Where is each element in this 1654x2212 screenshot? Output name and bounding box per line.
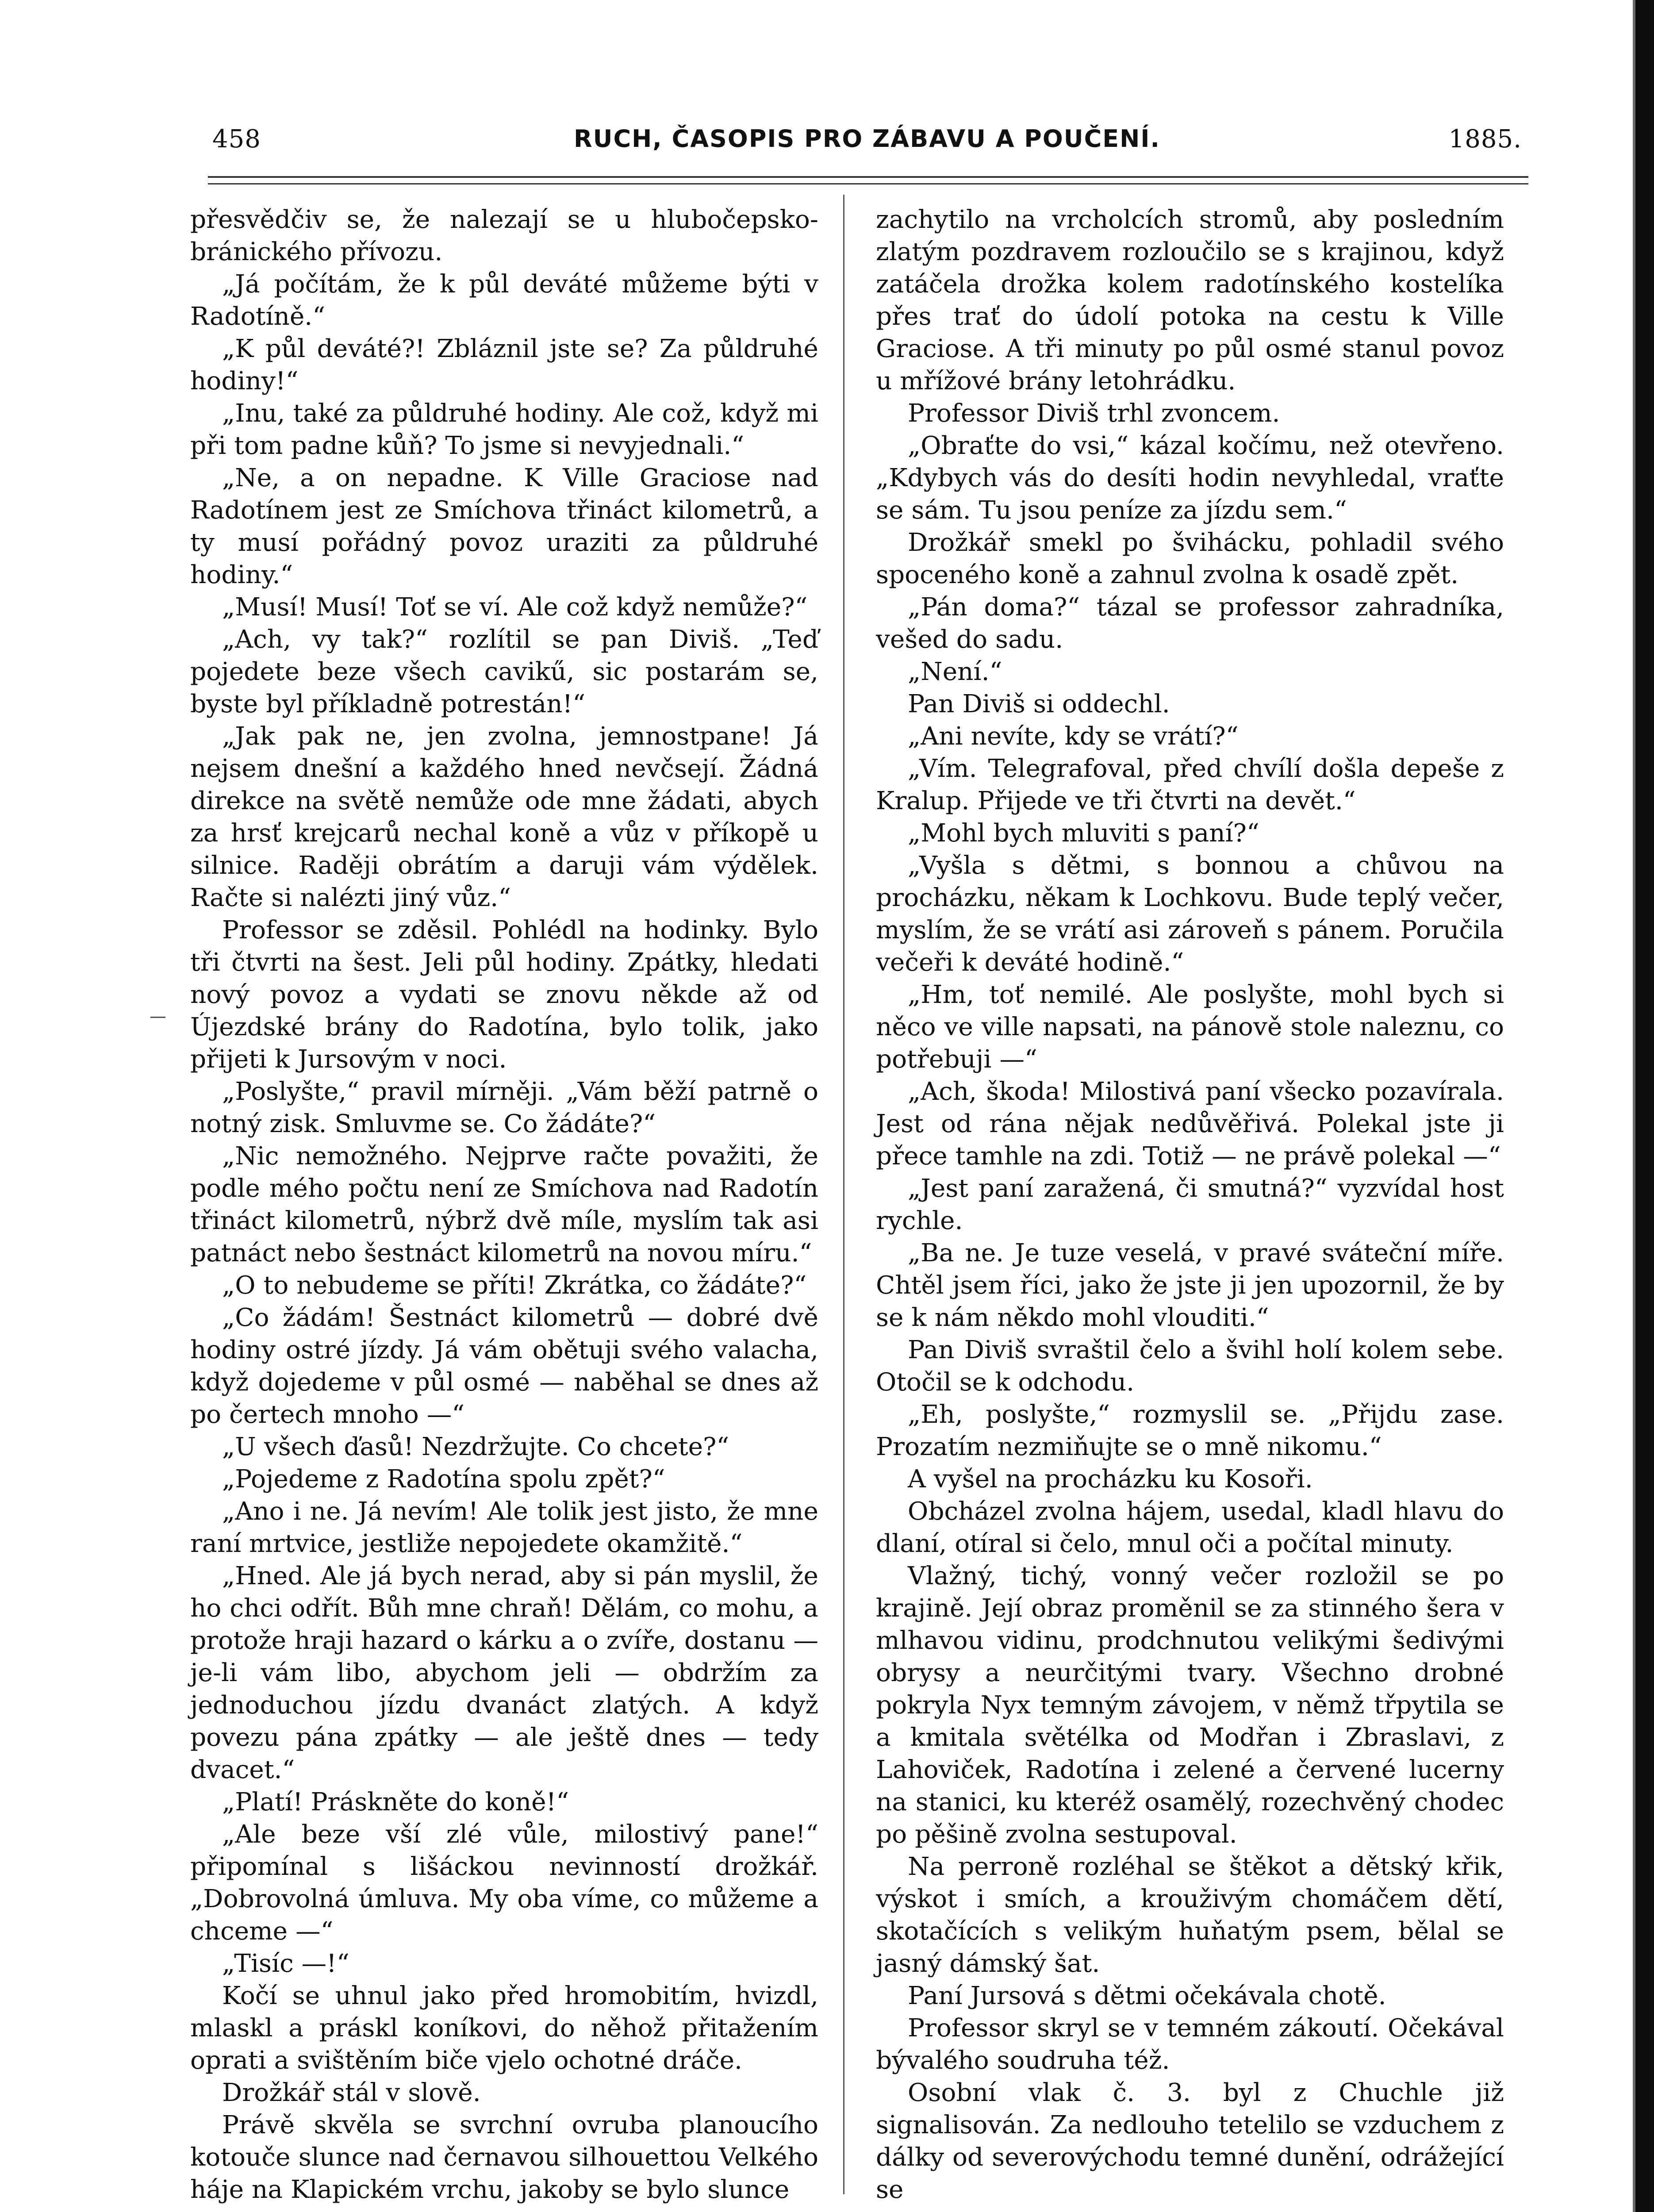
paragraph: „Vím. Telegrafoval, před chvílí došla depeše z Kralup. Přijede ve tři čtvrti na devět.“ — [876, 754, 1504, 815]
paragraph: Právě skvěla se svrchní ovruba planoucího kotouče slunce nad černavou silhouettou Velkého háje na Klapickém vrchu, jakoby se bylo slunce — [190, 2111, 818, 2204]
header-rule-thin — [208, 183, 1528, 184]
paragraph: „Ano i ne. Já nevím! Ale tolik jest jisto, že mne raní mrtvice, jestliže nepojedete okamžitě.“ — [190, 1497, 818, 1558]
paragraph: Professor Diviš trhl zvoncem. — [908, 399, 1280, 428]
paragraph: „Co žádám! Šestnáct kilometrů — dobré dvě hodiny ostré jízdy. Já vám obětuji svého valacha, když dojedeme v půl osmé — naběhal se dnes až po čertech mnoho —“ — [190, 1303, 818, 1429]
paragraph: „Pojedeme z Radotína spolu zpět?“ — [222, 1465, 665, 1494]
paragraph: Na perroně rozléhal se štěkot a dětský křik, výskot i smích, a krouživým chomáčem dětí, skotačících s velikým huňatým psem, bělal se jasný dámský šat. — [876, 1852, 1504, 1978]
paragraph: „Obraťte do vsi,“ kázal kočímu, než otevřeno. „Kdybych vás do desíti hodin nevyhledal, vraťte se sám. Tu jsou peníze za jízdu sem.“ — [876, 431, 1504, 525]
paragraph: Paní Jursová s dětmi očekávala chotě. — [908, 1982, 1386, 2010]
paragraph: „O to nebudeme se příti! Zkrátka, co žádáte?“ — [222, 1271, 807, 1300]
paragraph: Professor se zděsil. Pohlédl na hodinky. Bylo tři čtvrti na šest. Jeli půl hodiny. Zpátky, hledati nový povoz a vydati se znovu někde až od Újezdské brány do Radotína, bylo tolik, jako přijeti k Jursovým v noci. — [190, 916, 818, 1074]
margin-mark — [150, 1017, 165, 1018]
paragraph: „U všech ďasů! Nezdržujte. Co chcete?“ — [222, 1432, 729, 1461]
right-column — [876, 204, 1504, 2206]
journal-title: RUCH, ČASOPIS PRO ZÁBAVU A POUČENÍ. — [574, 125, 1160, 153]
left-column — [190, 204, 818, 2206]
scan-border — [1635, 0, 1654, 2212]
paragraph: Pan Diviš svraštil čelo a švihl holí kolem sebe. Otočil se k odchodu. — [876, 1336, 1504, 1397]
paragraph: Obcházel zvolna hájem, usedal, kladl hlavu do dlaní, otíral si čelo, mnul oči a počítal minuty. — [876, 1497, 1504, 1558]
header-rule — [208, 176, 1528, 178]
paragraph: Osobní vlak č. 3. byl z Chuchle již signalisován. Za nedlouho tetelilo se vzduchem z dálky od severovýchodu temné dunění, odrážející se — [876, 2078, 1504, 2204]
paragraph: „Tisíc —!“ — [222, 1949, 349, 1978]
paragraph: „Inu, také za půldruhé hodiny. Ale což, když mi při tom padne kůň? To jsme si nevyjednali.“ — [190, 399, 818, 460]
scan-border-shadow — [1633, 0, 1635, 2212]
paragraph: „Jest paní zaražená, či smutná?“ vyzvídal host rychle. — [876, 1174, 1504, 1235]
publication-year: 1885. — [1448, 125, 1522, 154]
paragraph: „Ani nevíte, kdy se vrátí?“ — [908, 722, 1239, 751]
paragraph: Professor skryl se v temném zákoutí. Očekával bývalého soudruha též. — [876, 2014, 1504, 2075]
paragraph: „Poslyšte,“ pravil mírněji. „Vám běží patrně o notný zisk. Smluvme se. Co žádáte?“ — [190, 1077, 818, 1138]
paragraph: „Není.“ — [908, 657, 1002, 686]
page-number: 458 — [212, 125, 261, 154]
paragraph: zachytilo na vrcholcích stromů, aby posledním zlatým pozdravem rozloučilo se s krajinou, když zatáčela drožka kolem radotínského kostelíka přes trať do údolí potoka na cestu k Ville Graciose. A tři minuty po půl osmé stanul povoz u mřížové brány letohrádku. — [876, 205, 1504, 396]
paragraph: „Eh, poslyšte,“ rozmyslil se. „Přijdu zase. Prozatím nezmiňujte se o mně nikomu.“ — [876, 1400, 1504, 1461]
paragraph: „Ach, škoda! Milostivá paní všecko pozavírala. Jest od rána nějak nedůvěřivá. Polekal jste ji přece tamhle na zdi. Totiž — ne právě polekal —“ — [876, 1077, 1504, 1171]
paragraph: „Pán doma?“ tázal se professor zahradníka, vešed do sadu. — [876, 593, 1504, 654]
paragraph: přesvědčiv se, že nalezají se u hlubočepsko-bránického přívozu. — [190, 205, 818, 266]
paragraph: „Musí! Musí! Toť se ví. Ale což když nemůže?“ — [222, 593, 808, 622]
paragraph: Pan Diviš si oddechl. — [908, 690, 1170, 718]
running-header — [212, 125, 1522, 160]
paragraph: „Platí! Práskněte do koně!“ — [222, 1788, 569, 1816]
paragraph: A vyšel na procházku ku Kosoři. — [908, 1465, 1313, 1494]
paragraph: „Vyšla s dětmi, s bonnou a chůvou na procházku, někam k Lochkovu. Bude teplý večer, myslím, že se vrátí asi zároveň s pánem. Poručila večeři k deváté hodině.“ — [876, 851, 1504, 977]
paragraph: Drožkář smekl po švihácku, pohladil svého spoceného koně a zahnul zvolna k osadě zpět. — [876, 528, 1504, 589]
paragraph: „Nic nemožného. Nejprve račte považiti, že podle mého počtu není ze Smíchova nad Radotín třináct kilometrů, nýbrž dvě míle, myslím tak asi patnáct nebo šestnáct kilometrů na novou míru.“ — [190, 1142, 818, 1267]
paragraph: „Ne, a on nepadne. K Ville Graciose nad Radotínem jest ze Smíchova třináct kilometrů, a ty musí pořádný povoz uraziti za půldruhé hodiny.“ — [190, 464, 818, 589]
paragraph: Kočí se uhnul jako před hromobitím, hvizdl, mlaskl a práskl koníkovi, do něhož přitažením oprati a svištěním biče vjelo ochotné dráče. — [190, 1982, 818, 2075]
paragraph: „Mohl bych mluviti s paní?“ — [908, 819, 1259, 848]
paragraph: „K půl deváté?! Zbláznil jste se? Za půldruhé hodiny!“ — [190, 334, 818, 396]
paragraph: Vlažný, tichý, vonný večer rozložil se po krajině. Její obraz proměnil se za stinného šera v mlhavou vidinu, prodchnutou velikými šedivými obrysy a neurčitými tvary. Všechno drobné pokryla Nyx temným závojem, v němž třpytila se a kmitala světélka od Modřan i Zbraslavi, z Lahoviček, Radotína i zelené a červené lucerny na stanici, ku kteréž osamělý, rozechvěný chodec po pěšině zvolna sestupoval. — [876, 1562, 1504, 1849]
paragraph: „Hm, toť nemilé. Ale poslyšte, mohl bych si něco ve ville napsati, na pánově stole naleznu, co potřebuji —“ — [876, 980, 1504, 1074]
paragraph: „Já počítám, že k půl deváté můžeme býti v Radotíně.“ — [190, 270, 818, 331]
paragraph: „Ba ne. Je tuze veselá, v pravé sváteční míře. Chtěl jsem říci, jako že jste ji jen upozornil, že by se k nám někdo mohl vlouditi.“ — [876, 1239, 1504, 1332]
paragraph: Drožkář stál v slově. — [222, 2078, 481, 2107]
column-divider — [843, 195, 844, 2194]
paragraph: „Ale beze vší zlé vůle, milostivý pane!“ připomínal s lišáckou nevinností drožkář. „Dobrovolná úmluva. My oba víme, co můžeme a chceme —“ — [190, 1820, 818, 1946]
paragraph: „Ach, vy tak?“ rozlítil se pan Diviš. „Teď pojedete beze všech cavikű, sic postarám se, byste byl příkladně potrestán!“ — [190, 625, 818, 718]
paragraph: „Jak pak ne, jen zvolna, jemnostpane! Já nejsem dnešní a každého hned nevčsejí. Žádná direkce na světě nemůže ode mne žádati, abych za hrsť krejcarů nechal koně a vůz v příkopě u silnice. Raději obrátím a daruji vám výdělek. Račte si nalézti jiný vůz.“ — [190, 722, 818, 912]
paragraph: „Hned. Ale já bych nerad, aby si pán myslil, že ho chci odřít. Bůh mne chraň! Dělám, co mohu, a protože hraji hazard o kárku a o zvíře, dostanu — je-li vám libo, abychom jeli — obdržím za jednoduchou jízdu dvanáct zlatých. A když povezu pána zpátky — ale ještě dnes — tedy dvacet.“ — [190, 1562, 818, 1784]
